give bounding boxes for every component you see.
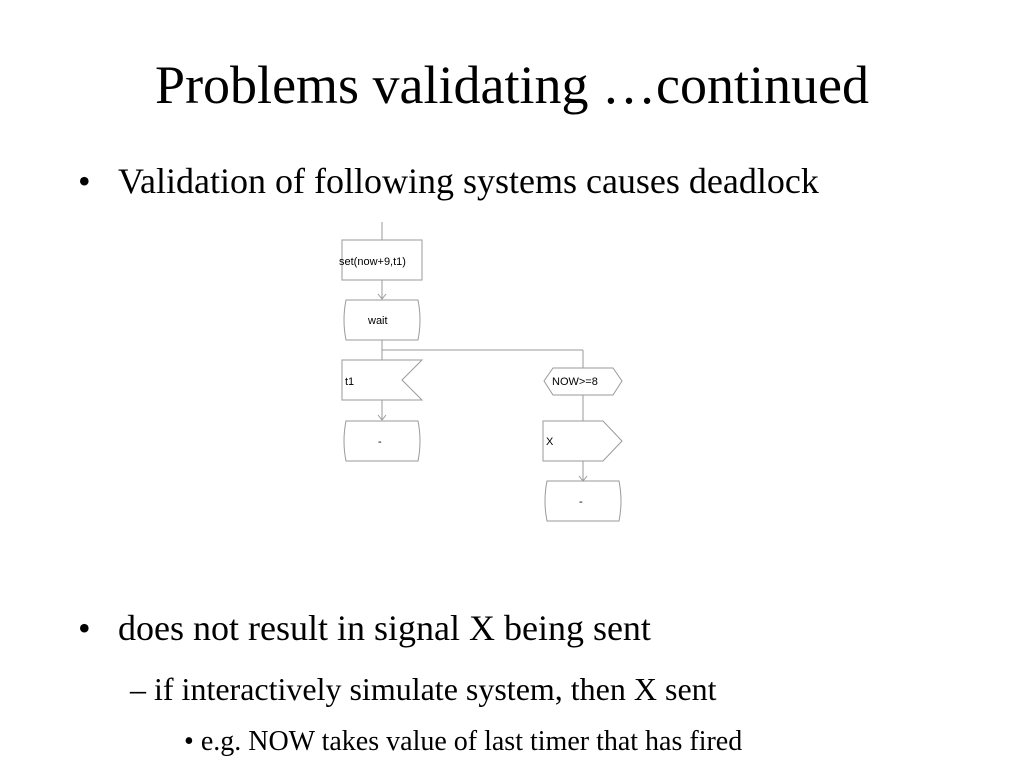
condition-label: NOW>=8: [552, 376, 598, 388]
sub-sub-bullet-text: e.g. NOW takes value of last timer that has fired: [200, 726, 743, 757]
sub-bullet-text: if interactively simulate system, then X sent: [154, 671, 717, 707]
state-wait-label: wait: [368, 315, 388, 327]
bullet-no-signal: [78, 607, 958, 650]
bullet-text: Validation of following systems causes deadlock: [118, 161, 819, 201]
output-x-label: X: [546, 436, 554, 448]
task-label: set(now+9,t1): [339, 256, 406, 268]
sub-sub-bullet-now: [184, 725, 742, 759]
sub-bullet-simulate: [130, 670, 717, 708]
next-state-right-label: -: [579, 496, 583, 508]
bullet-text: does not result in signal X being sent: [118, 608, 651, 648]
bullet-mark: •: [78, 608, 91, 648]
next-state-left-box: [344, 421, 420, 461]
sub-bullet-mark: –: [130, 671, 146, 707]
next-state-right-box: [545, 481, 621, 521]
bullet-mark: •: [78, 161, 91, 201]
sub-sub-bullet-mark: •: [184, 726, 194, 757]
output-x-shape: [543, 421, 622, 461]
input-t1-label: t1: [345, 376, 355, 388]
next-state-left-label: -: [378, 436, 382, 448]
slide-title: Problems validating …continued: [155, 55, 869, 115]
